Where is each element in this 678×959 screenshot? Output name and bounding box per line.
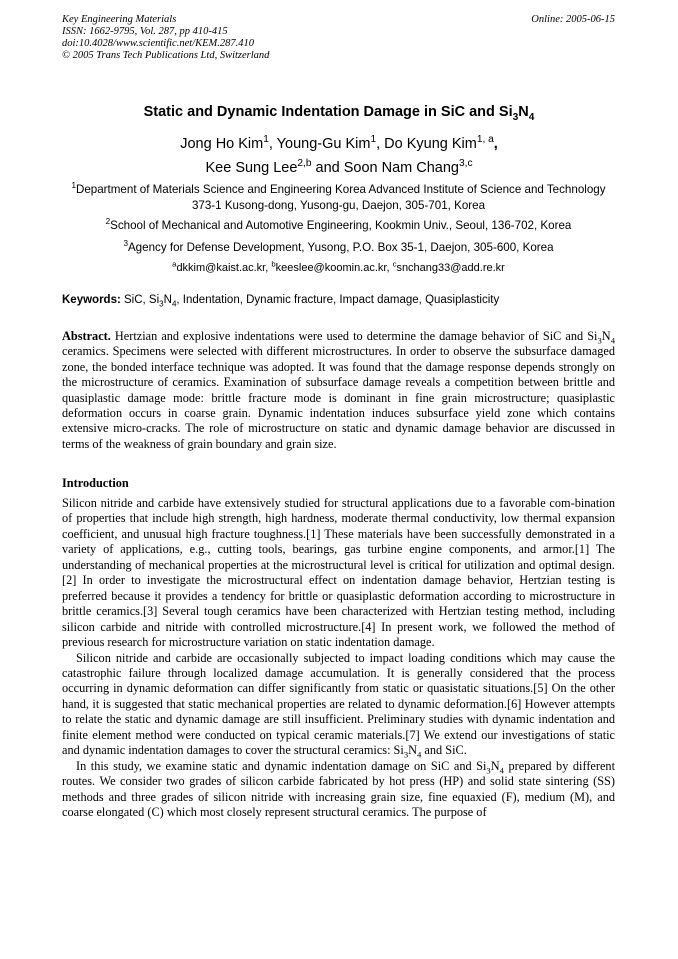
- paragraph-sub3: 3: [486, 765, 491, 776]
- email-sup: a: [172, 259, 177, 269]
- paragraph-sub3: 3: [403, 749, 409, 760]
- author-sup: 2,b: [297, 158, 312, 170]
- paragraph-sub4: 4: [417, 749, 422, 760]
- paragraph-text-rest: prepared by different routes. We consider two grades of silicon carbide fabricated by hot press (HP) and solid state sintering (SS) methods and three grades of silicon nitride with increasing grain size, fine equaxied (F), medium (M), and coarse elongated (C) which most closely represent structural ceramics. The purpose of: [62, 758, 615, 820]
- keywords-text: SiC, Si: [120, 294, 160, 306]
- email-sup: b: [271, 259, 276, 269]
- author-line-1: [0, 132, 678, 156]
- keywords: [62, 293, 622, 308]
- email-b: keeslee@koomin.ac.kr,: [275, 262, 393, 274]
- title-sub4: 4: [528, 111, 535, 123]
- issn-line: ISSN: 1662-9795, Vol. 287, pp 410-415: [62, 26, 228, 37]
- author-sup: 1: [370, 134, 377, 146]
- abstract-sub4: 4: [610, 335, 615, 346]
- author-name: Jong Ho Kim: [180, 136, 264, 152]
- email-line: [62, 261, 615, 277]
- paragraph-sub4: 4: [499, 765, 504, 776]
- journal-header: [62, 14, 269, 62]
- abstract-sub3: 3: [597, 335, 602, 346]
- author-line-2: [0, 156, 678, 180]
- affiliation-sup: 2: [105, 217, 111, 227]
- abstract-label: Abstract.: [62, 329, 111, 343]
- keywords-n: N: [163, 294, 172, 306]
- author-name: Kee Sung Lee: [205, 160, 298, 176]
- doi-line: doi:10.4028/www.scientific.net/KEM.287.410: [62, 38, 254, 49]
- affiliation-text: Department of Materials Science and Engineering Korea Advanced Institute of Science and Technology 373-1 Kusong-dong, Yusong-gu, Daejon, 305-701, Korea: [75, 183, 606, 212]
- author-list: [0, 132, 678, 180]
- email-a: dkkim@kaist.ac.kr,: [176, 262, 272, 274]
- paragraph-2: [62, 651, 615, 759]
- affiliation-text: Agency for Defense Development, Yusong, P.O. Box 35-1, Daejon, 305-600, Korea: [127, 241, 554, 254]
- paragraph-n: N: [408, 743, 418, 758]
- email-sup: c: [392, 259, 397, 269]
- paragraph-text-end: and SiC.: [421, 743, 467, 758]
- affiliation-1: [62, 182, 615, 213]
- online-date: Online: 2005-06-15: [531, 14, 615, 25]
- author-name: , Young-Gu Kim: [268, 136, 371, 152]
- affiliation-sup: 3: [123, 239, 128, 249]
- author-name: and Soon Nam Chang: [311, 160, 459, 176]
- author-sup: 1: [263, 134, 269, 146]
- journal-name: Key Engineering Materials: [62, 14, 177, 25]
- affiliation-sup: 1: [71, 181, 76, 191]
- abstract-text: Hertzian and explosive indentations were used to determine the damage behavior of SiC and Si: [110, 329, 598, 343]
- copyright-line: © 2005 Trans Tech Publications Ltd, Switzerland: [62, 50, 270, 61]
- paragraph-1: Silicon nitride and carbide have extensively studied for structural applications due to a favorable com-bination of properties that include high strength, high hardness, moderate thermal conductivity, low thermal expansion coefficient, and unusual high fracture toughness.[1] These materials have been successfully demonstrated in a variety of applications, e.g., cutting tools, bearings, gas turbine engine components, and armor.[1] The understanding of mechanical properties at the microstructural level is critical for utilization and optimal design.[2] In order to investigate the microstructural effect on indentation damage behavior, Hertzian testing is preferred because it provides a tendency for brittle or quasiplastic deformation according to microstructure in brittle ceramics.[3] Several tough ceramics have been characterized with Hertzian testing method, including silicon carbide and nitride with controlled microstructure.[4] In present work, we followed the method of previous research for microstructure variation on static indentation damage.: [62, 496, 615, 650]
- keywords-text-rest: , Indentation, Dynamic fracture, Impact damage, Quasiplasticity: [176, 294, 500, 306]
- title-n: N: [518, 104, 529, 120]
- keywords-sub4: 4: [171, 299, 177, 309]
- email-c: snchang33@add.re.kr: [396, 262, 505, 274]
- affiliation-3: [62, 240, 615, 256]
- paragraph-text: Silicon nitride and carbide are occasionally subjected to impact loading conditions which may cause the catastrophic failure through localized damage accumulation. It is generally considered that the process occurring in dynamic deformation can differ significantly from static or quasistatic situations.[5] On the other hand, it is suggested that static mechanical properties are related to dynamic deformation.[6] However attempts to relate the static and dynamic damage are still insufficient. Preliminary studies with dynamic indentation and finite element method were conducted on typical ceramic materials.[7] We extend our investigations of static and dynamic indentation damages to cover the structural ceramics: Si: [62, 650, 615, 758]
- paragraph-text: In this study, we examine static and dynamic indentation damage on SiC and Si: [76, 758, 487, 773]
- title-sub3: 3: [512, 111, 519, 123]
- title-text: Static and Dynamic Indentation Damage in SiC and Si: [143, 104, 513, 120]
- abstract-n: N: [601, 329, 611, 343]
- introduction-body: [62, 496, 615, 821]
- keywords-sub3: 3: [159, 299, 164, 309]
- affiliation-text: School of Mechanical and Automotive Engineering, Kookmin Univ., Seoul, 136-702, Korea: [110, 219, 572, 232]
- abstract: [62, 329, 615, 452]
- author-name: , Do Kyung Kim: [376, 136, 477, 152]
- affiliation-2: [62, 218, 615, 234]
- paragraph-n: N: [490, 758, 500, 773]
- author-comma: ,: [493, 136, 498, 152]
- abstract-text-rest: ceramics. Specimens were selected with different microstructures. In order to observe the subsurface damaged zone, the bonded interface technique was adopted. It was found that the damage response depends strongly on the microstructure of ceramics. Examination of subsurface damage reveals a competition between brittle and quasiplastic damage mode: brittle fracture mode is dominant in fine grain microstructure; quasiplastic deformation occurs in coarse grain. Dynamic indentation induces subsurface yield zone which contains extensive micro-cracks. The role of microstructure on static and dynamic damage behavior are discussed in terms of the weakness of grain boundary and grain size.: [62, 344, 615, 451]
- paper-title: [0, 104, 678, 123]
- author-sup: 1, a: [476, 134, 494, 146]
- paragraph-3: [62, 759, 615, 821]
- keywords-label: Keywords:: [62, 294, 121, 306]
- author-sup: 3,c: [459, 158, 473, 170]
- section-heading-introduction: Introduction: [62, 476, 129, 490]
